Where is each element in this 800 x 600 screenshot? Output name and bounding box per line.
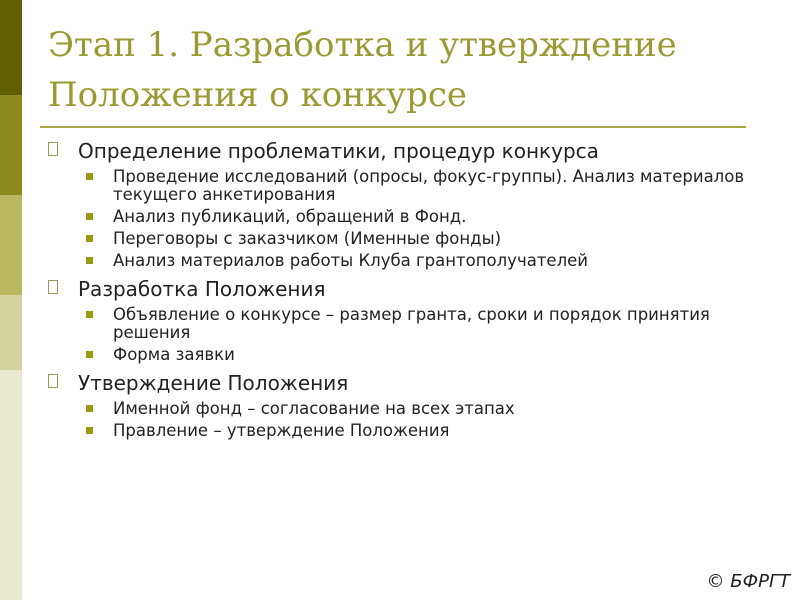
slide-title-line-1: Этап 1. Разработка и утверждение — [48, 25, 677, 65]
outline-square-bullet-icon — [48, 280, 58, 294]
list-item — [78, 400, 768, 418]
section-heading: Определение проблематики, процедур конкурса — [78, 139, 599, 163]
list-item-text: Правление – утверждение Положения — [113, 421, 450, 440]
copyright-label: © БФРГТ — [706, 571, 790, 592]
slide-title-line-2: Положения о конкурсе — [48, 75, 468, 115]
filled-square-bullet-icon — [86, 257, 93, 264]
list-item-text: Анализ публикаций, обращений в Фонд. — [113, 207, 467, 226]
filled-square-bullet-icon — [86, 213, 93, 220]
filled-square-bullet-icon — [86, 311, 93, 318]
section-item — [48, 278, 768, 364]
list-item-text: Переговоры с заказчиком (Именные фонды) — [113, 229, 502, 248]
sidebar-segment — [0, 195, 22, 295]
sidebar-color-bar — [0, 0, 22, 600]
sidebar-segment — [0, 295, 22, 370]
section-heading: Разработка Положения — [78, 277, 326, 301]
list-item-text: Объявление о конкурсе – размер гранта, сроки и порядок принятия решения — [113, 305, 710, 342]
sub-list — [78, 306, 768, 364]
list-item-text: Форма заявки — [113, 345, 235, 364]
list-item — [78, 306, 768, 342]
list-item — [78, 168, 768, 204]
sidebar-segment — [0, 95, 22, 195]
section-item — [48, 140, 768, 270]
filled-square-bullet-icon — [86, 427, 93, 434]
sidebar-segment — [0, 0, 22, 95]
list-item-text: Анализ материалов работы Клуба грантополучателей — [113, 251, 588, 270]
list-item — [78, 422, 768, 440]
list-item-text: Именной фонд – согласование на всех этапах — [113, 399, 515, 418]
sub-list — [78, 168, 768, 270]
outline-square-bullet-icon — [48, 142, 58, 156]
filled-square-bullet-icon — [86, 235, 93, 242]
sub-list — [78, 400, 768, 440]
list-item — [78, 252, 768, 270]
list-item — [78, 208, 768, 226]
filled-square-bullet-icon — [86, 351, 93, 358]
outline-square-bullet-icon — [48, 374, 58, 388]
list-item — [78, 230, 768, 248]
filled-square-bullet-icon — [86, 173, 93, 180]
section-item — [48, 372, 768, 440]
slide-title — [48, 20, 768, 120]
sidebar-segment — [0, 370, 22, 600]
section-heading: Утверждение Положения — [78, 371, 349, 395]
filled-square-bullet-icon — [86, 405, 93, 412]
title-divider — [40, 126, 746, 128]
list-item-text: Проведение исследований (опросы, фокус-группы). Анализ материалов текущего анкетирования — [113, 167, 745, 204]
list-item — [78, 346, 768, 364]
bullet-list — [48, 140, 768, 440]
